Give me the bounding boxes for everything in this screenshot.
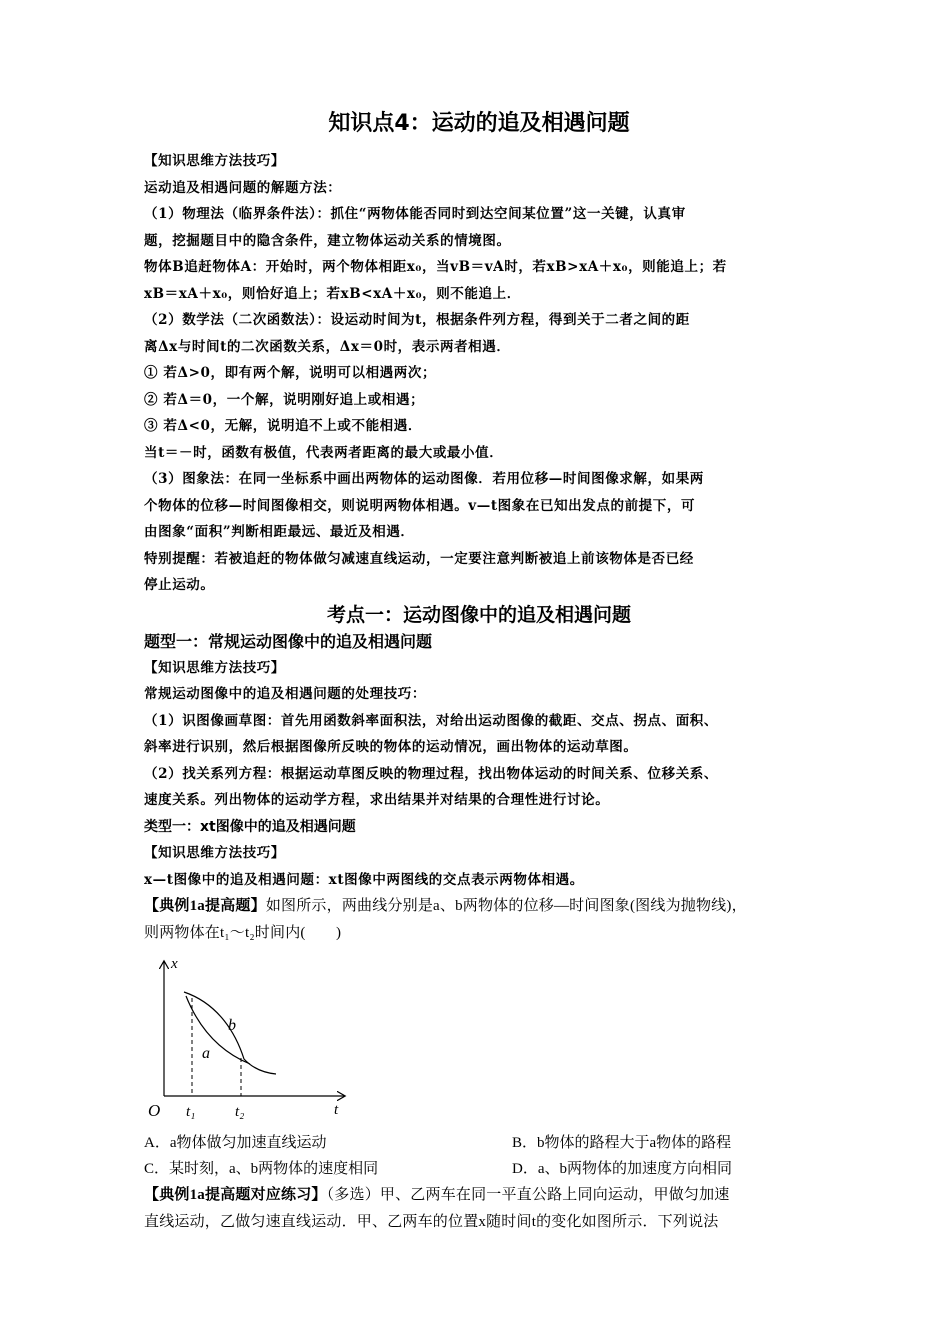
curve-b-label: b — [228, 1017, 236, 1034]
section-heading: 【知识思维方法技巧】 — [144, 845, 285, 861]
example-text-2: 则两物体在t₁～t₂时间内( ) — [144, 924, 342, 941]
x-axis-label: t — [334, 1102, 339, 1118]
text-line: 物体B追赶物体A：开始时，两个物体相距x₀，当vB＝vA时，若xB>xA＋x₀，则能追上；若 — [144, 259, 727, 275]
practice-label: 【典例1a提高题对应练习】 — [144, 1187, 327, 1203]
text-line: 个物体的位移—时间图像相交，则说明两物体相遇。v—t图象在已知出发点的前提下，可 — [144, 497, 696, 514]
text-line: ① 若Δ>0，即有两个解，说明可以相遇两次； — [144, 365, 437, 381]
xt-graph — [144, 954, 354, 1126]
text-line: 常规运动图像中的追及相遇问题的处理技巧： — [144, 686, 426, 702]
text-line: 当t＝－时，函数有极值，代表两者距离的最大或最小值． — [144, 444, 504, 461]
text-line: 特别提醒：若被追赶的物体做匀减速直线运动，一定要注意判断被追上前该物体是否已经 — [144, 550, 694, 567]
text-line: xB＝xA＋x₀，则恰好追上；若xB<xA＋x₀，则不能追上． — [144, 285, 521, 302]
text-line: （1）识图像画草图：首先用函数斜率面积法，对给出运动图像的截距、交点、拐点、面积、 — [144, 712, 718, 729]
type-heading: 题型一：常规运动图像中的追及相遇问题 — [144, 631, 433, 651]
section-title: 考点一：运动图像中的追及相遇问题 — [326, 603, 631, 626]
option-b[interactable]: B．b物体的路程大于a物体的路程 — [512, 1135, 732, 1151]
example-line — [144, 893, 814, 920]
text-line: （2）数学法（二次函数法）：设运动时间为t，根据条件列方程，得到关于二者之间的距 — [144, 312, 690, 328]
curve-a-label: a — [202, 1045, 210, 1062]
document-page — [144, 110, 814, 1235]
practice-text: （多选）甲、乙两车在同一平直公路上同向运动，甲做匀加速 — [326, 1187, 730, 1203]
y-axis-label: x — [171, 956, 178, 972]
text-line: ② 若Δ＝0，一个解，说明刚好追上或相遇； — [144, 391, 425, 408]
text-line: （3）图象法：在同一坐标系中画出两物体的运动图像．若用位移—时间图像求解，如果两 — [144, 471, 704, 487]
text-line: ③ 若Δ<0，无解，说明追不上或不能相遇． — [144, 418, 422, 434]
text-line: 题，挖掘题目中的隐含条件，建立物体运动关系的情境图。 — [144, 232, 511, 249]
origin-label: O — [148, 1101, 161, 1120]
text-line: （2）找关系列方程：根据运动草图反映的物理过程，找出物体运动的时间关系、位移关系、 — [144, 765, 718, 782]
text-line: 停止运动。 — [144, 577, 215, 593]
t2-label: t₂ — [235, 1104, 245, 1120]
example-label: 【典例1a提高题】 — [144, 898, 266, 914]
text-line: 速度关系。列出物体的运动学方程，求出结果并对结果的合理性进行讨论。 — [144, 792, 610, 808]
text-line: x—t图像中的追及相遇问题：xt图像中两图线的交点表示两物体相遇。 — [144, 871, 584, 888]
section-heading: 【知识思维方法技巧】 — [144, 659, 285, 676]
section-heading: 【知识思维方法技巧】 — [144, 153, 285, 169]
text-line: 离Δx与时间t的二次函数关系，Δx＝0时，表示两者相遇． — [144, 338, 511, 355]
subtype-heading: 类型一：xt图像中的追及相遇问题 — [144, 818, 356, 835]
text-line: （1）物理法（临界条件法）：抓住“两物体能否同时到达空间某位置”这一关键，认真审 — [144, 206, 686, 222]
text-line: 运动追及相遇问题的解题方法： — [144, 179, 342, 196]
t1-label: t₁ — [186, 1104, 196, 1120]
example-text: 如图所示，两曲线分别是a、b两物体的位移—时间图象(图线为抛物线)， — [265, 898, 747, 914]
practice-line — [144, 1182, 814, 1209]
practice-text-2: 直线运动，乙做匀速直线运动．甲、乙两车的位置x随时间t的变化如图所示．下列说法 — [144, 1213, 719, 1230]
option-a[interactable]: A．a物体做匀加速直线运动 — [144, 1135, 327, 1151]
option-d[interactable]: D．a、b两物体的加速度方向相同 — [512, 1161, 732, 1177]
text-line: 由图象“面积”判断相距最远、最近及相遇． — [144, 524, 415, 540]
curve-a — [186, 996, 250, 1064]
page-title: 知识点4：运动的追及相遇问题 — [328, 111, 630, 136]
text-line: 斜率进行识别，然后根据图像所反映的物体的运动情况，画出物体的运动草图。 — [144, 739, 638, 755]
option-c[interactable]: C．某时刻，a、b两物体的速度相同 — [144, 1161, 379, 1177]
answer-options — [144, 1130, 814, 1182]
